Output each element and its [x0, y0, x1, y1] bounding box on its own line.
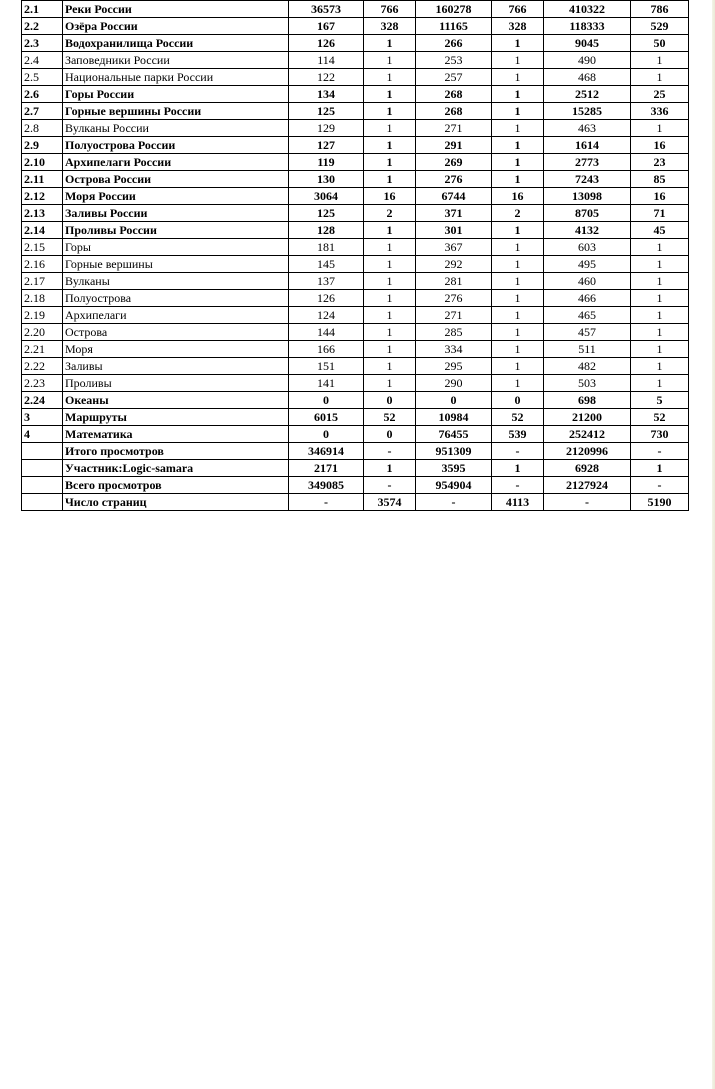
- value-col-2: 1: [364, 52, 416, 69]
- value-col-6: 23: [631, 154, 689, 171]
- value-col-5: 457: [544, 324, 631, 341]
- value-col-6: 16: [631, 137, 689, 154]
- row-code: 2.9: [22, 137, 63, 154]
- value-col-2: 0: [364, 426, 416, 443]
- table-row: [22, 171, 689, 188]
- value-col-4: 1: [492, 52, 544, 69]
- table-row: [22, 222, 689, 239]
- table-row: [22, 69, 689, 86]
- row-code: 2.24: [22, 392, 63, 409]
- value-col-5: 1614: [544, 137, 631, 154]
- value-col-2: 1: [364, 154, 416, 171]
- value-col-6: 1: [631, 69, 689, 86]
- value-col-6: 730: [631, 426, 689, 443]
- value-col-4: 1: [492, 307, 544, 324]
- value-col-4: 1: [492, 35, 544, 52]
- value-col-1: 151: [289, 358, 364, 375]
- row-code: 2.6: [22, 86, 63, 103]
- value-col-1: 349085: [289, 477, 364, 494]
- value-col-6: -: [631, 477, 689, 494]
- table-row: [22, 290, 689, 307]
- value-col-5: 503: [544, 375, 631, 392]
- value-col-6: 16: [631, 188, 689, 205]
- value-col-1: 134: [289, 86, 364, 103]
- value-col-4: 1: [492, 86, 544, 103]
- value-col-3: 266: [416, 35, 492, 52]
- value-col-6: 1: [631, 273, 689, 290]
- value-col-3: 0: [416, 392, 492, 409]
- row-name: Горные вершины России: [63, 103, 289, 120]
- value-col-3: 160278: [416, 1, 492, 18]
- value-col-3: 76455: [416, 426, 492, 443]
- value-col-4: 1: [492, 375, 544, 392]
- value-col-2: 1: [364, 239, 416, 256]
- value-col-3: 10984: [416, 409, 492, 426]
- value-col-1: 145: [289, 256, 364, 273]
- value-col-3: 276: [416, 290, 492, 307]
- value-col-2: 1: [364, 358, 416, 375]
- table-row: [22, 307, 689, 324]
- value-col-2: 1: [364, 324, 416, 341]
- value-col-6: 5190: [631, 494, 689, 511]
- row-name: Горные вершины: [63, 256, 289, 273]
- value-col-5: 482: [544, 358, 631, 375]
- value-col-1: 6015: [289, 409, 364, 426]
- value-col-3: 268: [416, 86, 492, 103]
- value-col-5: 2120996: [544, 443, 631, 460]
- value-col-4: 1: [492, 120, 544, 137]
- row-code: [22, 443, 63, 460]
- value-col-6: 1: [631, 307, 689, 324]
- row-code: [22, 494, 63, 511]
- value-col-2: 1: [364, 120, 416, 137]
- value-col-2: -: [364, 443, 416, 460]
- value-col-5: 6928: [544, 460, 631, 477]
- row-name: Математика: [63, 426, 289, 443]
- value-col-3: 334: [416, 341, 492, 358]
- value-col-3: 291: [416, 137, 492, 154]
- row-code: 2.11: [22, 171, 63, 188]
- value-col-2: 3574: [364, 494, 416, 511]
- value-col-5: 4132: [544, 222, 631, 239]
- table-row: [22, 256, 689, 273]
- value-col-6: 336: [631, 103, 689, 120]
- value-col-2: 1: [364, 171, 416, 188]
- row-code: 2.22: [22, 358, 63, 375]
- value-col-5: 463: [544, 120, 631, 137]
- row-code: 2.1: [22, 1, 63, 18]
- table-row: [22, 18, 689, 35]
- table-row: [22, 273, 689, 290]
- table-row: [22, 239, 689, 256]
- value-col-1: 129: [289, 120, 364, 137]
- row-code: 2.15: [22, 239, 63, 256]
- row-name: Вулканы: [63, 273, 289, 290]
- value-col-6: 1: [631, 120, 689, 137]
- value-col-6: 1: [631, 358, 689, 375]
- value-col-1: 3064: [289, 188, 364, 205]
- value-col-1: 119: [289, 154, 364, 171]
- value-col-6: 1: [631, 239, 689, 256]
- value-col-3: 276: [416, 171, 492, 188]
- row-name: Национальные парки России: [63, 69, 289, 86]
- table-row: [22, 375, 689, 392]
- row-name: Водохранилища России: [63, 35, 289, 52]
- value-col-1: 36573: [289, 1, 364, 18]
- value-col-1: -: [289, 494, 364, 511]
- row-code: 2.4: [22, 52, 63, 69]
- row-name: Моря: [63, 341, 289, 358]
- value-col-5: 511: [544, 341, 631, 358]
- value-col-6: 1: [631, 256, 689, 273]
- row-code: 2.18: [22, 290, 63, 307]
- table-row: [22, 52, 689, 69]
- value-col-4: 1: [492, 341, 544, 358]
- row-code: 2.8: [22, 120, 63, 137]
- row-name: Острова России: [63, 171, 289, 188]
- row-name: Заливы: [63, 358, 289, 375]
- row-name: Маршруты: [63, 409, 289, 426]
- value-col-5: 7243: [544, 171, 631, 188]
- value-col-2: 1: [364, 273, 416, 290]
- value-col-4: 1: [492, 256, 544, 273]
- value-col-2: -: [364, 477, 416, 494]
- row-name: Реки России: [63, 1, 289, 18]
- value-col-3: 253: [416, 52, 492, 69]
- row-name: Число страниц: [63, 494, 289, 511]
- row-code: 2.19: [22, 307, 63, 324]
- value-col-5: 9045: [544, 35, 631, 52]
- value-col-4: 328: [492, 18, 544, 35]
- value-col-3: 954904: [416, 477, 492, 494]
- row-code: 2.21: [22, 341, 63, 358]
- value-col-6: 1: [631, 290, 689, 307]
- value-col-2: 766: [364, 1, 416, 18]
- value-col-1: 127: [289, 137, 364, 154]
- table-row: [22, 120, 689, 137]
- row-name: Заливы России: [63, 205, 289, 222]
- row-code: 2.23: [22, 375, 63, 392]
- value-col-1: 124: [289, 307, 364, 324]
- row-code: 2.2: [22, 18, 63, 35]
- value-col-5: 465: [544, 307, 631, 324]
- value-col-5: 118333: [544, 18, 631, 35]
- value-col-1: 181: [289, 239, 364, 256]
- value-col-2: 52: [364, 409, 416, 426]
- row-code: 2.16: [22, 256, 63, 273]
- value-col-5: 15285: [544, 103, 631, 120]
- value-col-6: 1: [631, 52, 689, 69]
- value-col-6: -: [631, 443, 689, 460]
- value-col-4: 0: [492, 392, 544, 409]
- value-col-1: 166: [289, 341, 364, 358]
- value-col-5: 2127924: [544, 477, 631, 494]
- value-col-5: 603: [544, 239, 631, 256]
- value-col-3: 951309: [416, 443, 492, 460]
- value-col-3: 290: [416, 375, 492, 392]
- row-name: Участник:Logic-samara: [63, 460, 289, 477]
- value-col-5: 466: [544, 290, 631, 307]
- value-col-4: 1: [492, 154, 544, 171]
- value-col-1: 2171: [289, 460, 364, 477]
- value-col-2: 328: [364, 18, 416, 35]
- table-row: [22, 477, 689, 494]
- value-col-1: 346914: [289, 443, 364, 460]
- value-col-1: 0: [289, 392, 364, 409]
- value-col-2: 1: [364, 256, 416, 273]
- value-col-4: 1: [492, 222, 544, 239]
- table-row: [22, 341, 689, 358]
- value-col-5: 460: [544, 273, 631, 290]
- row-name: Проливы России: [63, 222, 289, 239]
- value-col-2: 16: [364, 188, 416, 205]
- value-col-1: 122: [289, 69, 364, 86]
- table-row: [22, 1, 689, 18]
- row-code: [22, 460, 63, 477]
- value-col-3: 257: [416, 69, 492, 86]
- value-col-5: 8705: [544, 205, 631, 222]
- row-code: 2.12: [22, 188, 63, 205]
- value-col-4: 1: [492, 324, 544, 341]
- value-col-5: 21200: [544, 409, 631, 426]
- table-row: [22, 103, 689, 120]
- row-name: Океаны: [63, 392, 289, 409]
- value-col-6: 1: [631, 375, 689, 392]
- value-col-2: 1: [364, 103, 416, 120]
- value-col-1: 128: [289, 222, 364, 239]
- value-col-3: 271: [416, 120, 492, 137]
- value-col-4: 1: [492, 69, 544, 86]
- value-col-2: 1: [364, 69, 416, 86]
- value-col-5: 252412: [544, 426, 631, 443]
- row-code: 2.5: [22, 69, 63, 86]
- row-name: Горы: [63, 239, 289, 256]
- row-code: 2.3: [22, 35, 63, 52]
- value-col-3: 371: [416, 205, 492, 222]
- value-col-1: 167: [289, 18, 364, 35]
- value-col-2: 1: [364, 35, 416, 52]
- value-col-6: 5: [631, 392, 689, 409]
- value-col-4: 2: [492, 205, 544, 222]
- table-row: [22, 35, 689, 52]
- value-col-4: 52: [492, 409, 544, 426]
- row-name: Острова: [63, 324, 289, 341]
- value-col-4: 1: [492, 273, 544, 290]
- row-code: 2.20: [22, 324, 63, 341]
- value-col-3: 367: [416, 239, 492, 256]
- table-row: [22, 358, 689, 375]
- value-col-6: 1: [631, 341, 689, 358]
- value-col-6: 1: [631, 324, 689, 341]
- value-col-6: 25: [631, 86, 689, 103]
- value-col-5: 698: [544, 392, 631, 409]
- value-col-2: 1: [364, 137, 416, 154]
- value-col-5: 410322: [544, 1, 631, 18]
- value-col-6: 1: [631, 460, 689, 477]
- value-col-1: 0: [289, 426, 364, 443]
- row-name: Моря России: [63, 188, 289, 205]
- value-col-4: 1: [492, 290, 544, 307]
- value-col-6: 52: [631, 409, 689, 426]
- table-row: [22, 409, 689, 426]
- value-col-2: 1: [364, 290, 416, 307]
- value-col-3: -: [416, 494, 492, 511]
- row-code: 2.13: [22, 205, 63, 222]
- row-name: Озёра России: [63, 18, 289, 35]
- value-col-4: 1: [492, 137, 544, 154]
- value-col-1: 141: [289, 375, 364, 392]
- value-col-6: 71: [631, 205, 689, 222]
- value-col-2: 1: [364, 460, 416, 477]
- value-col-4: 1: [492, 103, 544, 120]
- value-col-1: 130: [289, 171, 364, 188]
- statistics-table: [21, 0, 689, 511]
- row-name: Архипелаги: [63, 307, 289, 324]
- value-col-4: 4113: [492, 494, 544, 511]
- row-name: Полуострова: [63, 290, 289, 307]
- value-col-6: 529: [631, 18, 689, 35]
- value-col-2: 1: [364, 222, 416, 239]
- row-code: 2.17: [22, 273, 63, 290]
- value-col-3: 3595: [416, 460, 492, 477]
- table-row: [22, 324, 689, 341]
- table-row: [22, 443, 689, 460]
- value-col-5: 490: [544, 52, 631, 69]
- row-name: Полуострова России: [63, 137, 289, 154]
- value-col-2: 2: [364, 205, 416, 222]
- row-code: 2.14: [22, 222, 63, 239]
- row-name: Архипелаги России: [63, 154, 289, 171]
- table-row: [22, 137, 689, 154]
- row-name: Горы России: [63, 86, 289, 103]
- table-row: [22, 205, 689, 222]
- row-code: 3: [22, 409, 63, 426]
- value-col-4: -: [492, 477, 544, 494]
- value-col-3: 295: [416, 358, 492, 375]
- value-col-5: 495: [544, 256, 631, 273]
- value-col-6: 786: [631, 1, 689, 18]
- row-name: Вулканы России: [63, 120, 289, 137]
- value-col-6: 85: [631, 171, 689, 188]
- row-code: 4: [22, 426, 63, 443]
- value-col-3: 301: [416, 222, 492, 239]
- value-col-5: 468: [544, 69, 631, 86]
- value-col-6: 50: [631, 35, 689, 52]
- value-col-4: -: [492, 443, 544, 460]
- row-name: Всего просмотров: [63, 477, 289, 494]
- value-col-1: 137: [289, 273, 364, 290]
- value-col-4: 1: [492, 460, 544, 477]
- table-row: [22, 188, 689, 205]
- value-col-5: 2773: [544, 154, 631, 171]
- value-col-2: 1: [364, 86, 416, 103]
- value-col-1: 144: [289, 324, 364, 341]
- value-col-3: 11165: [416, 18, 492, 35]
- table-row: [22, 154, 689, 171]
- value-col-1: 126: [289, 290, 364, 307]
- value-col-5: 13098: [544, 188, 631, 205]
- row-name: Заповедники России: [63, 52, 289, 69]
- value-col-4: 539: [492, 426, 544, 443]
- value-col-5: 2512: [544, 86, 631, 103]
- value-col-3: 281: [416, 273, 492, 290]
- value-col-6: 45: [631, 222, 689, 239]
- value-col-3: 292: [416, 256, 492, 273]
- value-col-3: 269: [416, 154, 492, 171]
- row-name: Итого просмотров: [63, 443, 289, 460]
- value-col-2: 0: [364, 392, 416, 409]
- value-col-1: 126: [289, 35, 364, 52]
- value-col-2: 1: [364, 307, 416, 324]
- value-col-4: 1: [492, 358, 544, 375]
- row-code: 2.7: [22, 103, 63, 120]
- value-col-2: 1: [364, 341, 416, 358]
- value-col-4: 16: [492, 188, 544, 205]
- value-col-2: 1: [364, 375, 416, 392]
- table-row: [22, 494, 689, 511]
- row-name: Проливы: [63, 375, 289, 392]
- value-col-3: 6744: [416, 188, 492, 205]
- value-col-3: 285: [416, 324, 492, 341]
- value-col-4: 766: [492, 1, 544, 18]
- value-col-3: 268: [416, 103, 492, 120]
- value-col-1: 125: [289, 205, 364, 222]
- table-row: [22, 426, 689, 443]
- table-row: [22, 86, 689, 103]
- value-col-4: 1: [492, 171, 544, 188]
- value-col-3: 271: [416, 307, 492, 324]
- row-code: [22, 477, 63, 494]
- value-col-5: -: [544, 494, 631, 511]
- value-col-1: 114: [289, 52, 364, 69]
- row-code: 2.10: [22, 154, 63, 171]
- table-row: [22, 392, 689, 409]
- table-body: [22, 1, 689, 511]
- value-col-4: 1: [492, 239, 544, 256]
- table-row: [22, 460, 689, 477]
- value-col-1: 125: [289, 103, 364, 120]
